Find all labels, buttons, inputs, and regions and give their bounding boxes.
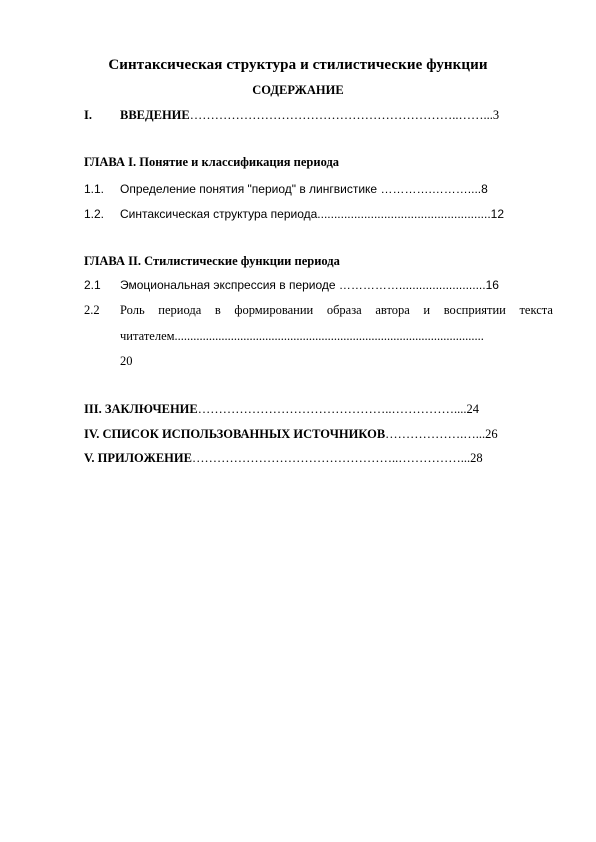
toc-heading: СОДЕРЖАНИЕ <box>252 83 344 97</box>
conclusion-label: III. ЗАКЛЮЧЕНИЕ <box>84 402 198 416</box>
word: в <box>214 303 221 317</box>
item-1-1-number: 1.1. <box>84 182 105 196</box>
intro-number: I. <box>84 108 92 122</box>
item-1-2-number: 1.2. <box>84 207 105 221</box>
item-2-1-number: 2.1 <box>84 278 101 292</box>
appendix-label: V. ПРИЛОЖЕНИЕ <box>84 451 192 465</box>
document-title: Синтаксическая структура и стилистические функции <box>108 57 488 73</box>
word: восприятии <box>443 303 506 317</box>
toc-entry-1-2[interactable]: Синтаксическая структура периода....................................................12 <box>120 207 505 221</box>
toc-entry-sources[interactable] <box>84 427 498 442</box>
conclusion-leader: ………………………………………..……………....24 <box>197 402 479 416</box>
sources-label: IV. СПИСОК ИСПОЛЬЗОВАННЫХ ИСТОЧНИКОВ <box>84 427 386 441</box>
toc-entry-2-2-line1[interactable] <box>120 303 553 318</box>
intro-label: ВВЕДЕНИЕ <box>120 108 190 122</box>
toc-entry-appendix[interactable] <box>84 451 483 466</box>
word: автора <box>375 303 410 317</box>
word: образа <box>326 303 362 317</box>
word: периода <box>158 303 202 317</box>
intro-leader: ………………………………………………………..……...3 <box>189 108 500 122</box>
toc-entry-1-1[interactable]: Определение понятия "период" в лингвистике ………….………....8 <box>120 182 488 196</box>
sources-leader: ……………….…...26 <box>385 427 498 441</box>
chapter1-heading: ГЛАВА I. Понятие и классификация периода <box>84 155 340 169</box>
word: Роль <box>120 303 145 317</box>
appendix-leader: …………………………………………..……………...28 <box>191 451 483 465</box>
toc-entry-2-1[interactable]: Эмоциональная экспрессия в периоде ……………..........................16 <box>120 278 499 292</box>
chapter2-heading: ГЛАВА II. Стилистические функции периода <box>84 254 340 268</box>
item-2-2-number: 2.2 <box>84 303 100 317</box>
word: и <box>423 303 431 317</box>
toc-entry-2-2-page: 20 <box>120 354 133 368</box>
toc-entry-intro[interactable] <box>120 108 499 123</box>
word: формировании <box>234 303 314 317</box>
toc-entry-2-2-line2[interactable]: читателем................................................................................................... <box>120 329 484 343</box>
word: текста <box>519 303 553 317</box>
toc-entry-conclusion[interactable] <box>84 402 479 417</box>
